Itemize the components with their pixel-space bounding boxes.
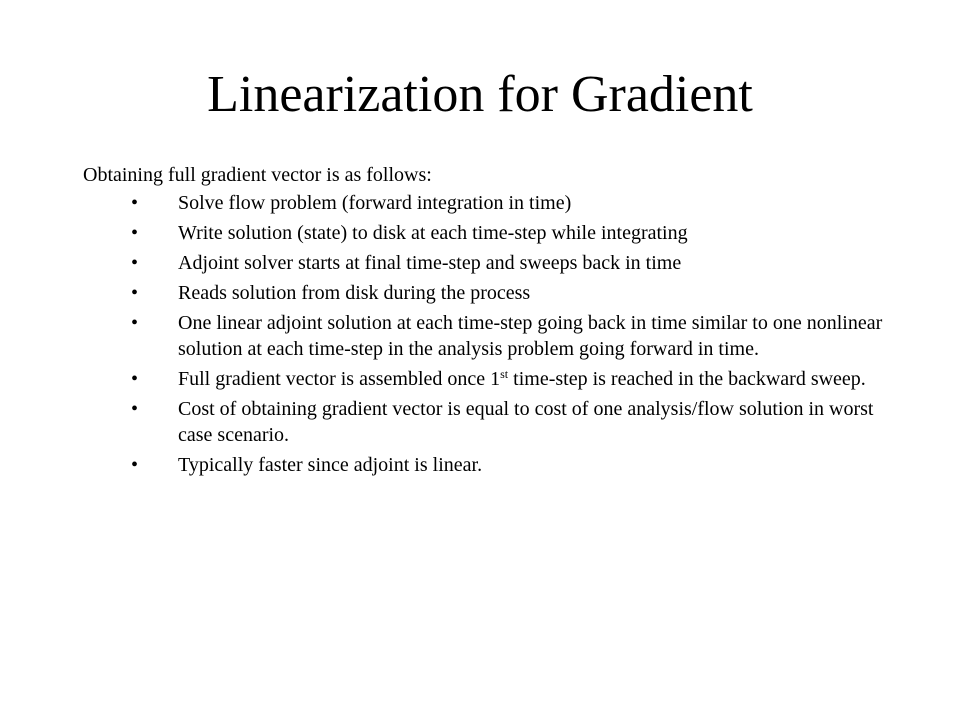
bullet-item [83, 366, 903, 392]
bullet-text [178, 368, 866, 390]
bullet-dot-icon: • [131, 368, 139, 390]
bullet-item [83, 280, 903, 306]
bullet-dot-icon: • [131, 398, 139, 420]
bullet-dot-icon: • [131, 312, 139, 334]
ordinal-superscript: st [500, 367, 509, 381]
bullet-item [83, 250, 903, 276]
bullet-item [83, 190, 903, 216]
bullet-dot-icon: • [131, 282, 139, 304]
bullet-text: Adjoint solver starts at final time-step and sweeps back in time [178, 252, 682, 274]
bullet-text-end: time-step is reached in the backward sweep. [508, 368, 866, 390]
slide-title: Linearization for Gradient [207, 66, 753, 123]
bullet-item [83, 452, 903, 478]
intro-text: Obtaining full gradient vector is as follows: [83, 164, 432, 186]
bullet-dot-icon: • [131, 222, 139, 244]
bullet-list [83, 190, 903, 478]
bullet-dot-icon: • [131, 192, 139, 214]
bullet-text-start: Full gradient vector is assembled once 1 [178, 368, 501, 390]
bullet-item [83, 396, 903, 448]
bullet-text: Cost of obtaining gradient vector is equal to cost of one analysis/flow solution in worst case scenario. [178, 398, 874, 446]
bullet-item [83, 310, 903, 362]
bullet-text: Write solution (state) to disk at each time-step while integrating [178, 222, 688, 244]
bullet-text: Reads solution from disk during the process [178, 282, 531, 304]
bullet-text: Solve flow problem (forward integration in time) [178, 192, 572, 214]
bullet-dot-icon: • [131, 252, 139, 274]
bullet-item [83, 220, 903, 246]
bullet-text: One linear adjoint solution at each time-step going back in time similar to one nonlinear solution at each time-step in the analysis problem going forward in time. [178, 312, 883, 360]
slide-body [83, 162, 903, 482]
bullet-text: Typically faster since adjoint is linear. [178, 454, 483, 476]
bullet-dot-icon: • [131, 454, 139, 476]
